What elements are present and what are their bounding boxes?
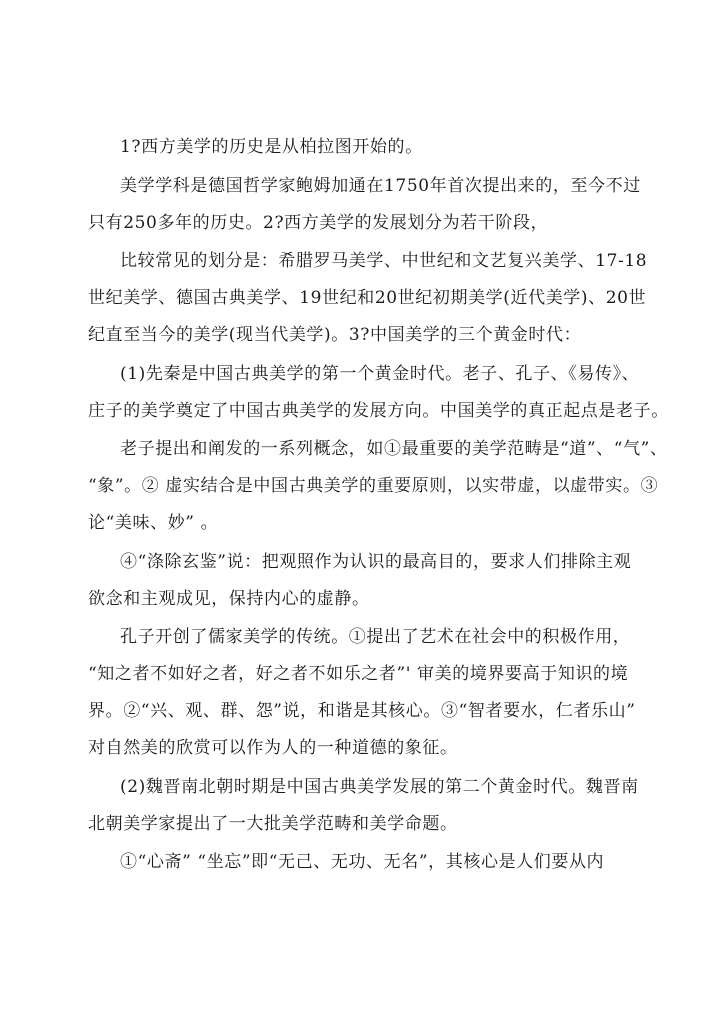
text-line: 老子提出和阐发的一系列概念，如①最重要的美学范畴是“道”、“气”、 bbox=[120, 439, 668, 459]
text-line: “知之者不如好之者，好之者不如乐之者”' 审美的境界要高于知识的境 bbox=[88, 664, 629, 684]
text-line: 世纪美学、德国古典美学、19世纪和20世纪初期美学(近代美学)、20世 bbox=[88, 288, 647, 308]
text-line: 庄子的美学奠定了中国古典美学的发展方向。中国美学的真正起点是老子。 bbox=[88, 401, 669, 421]
text-line: 北朝美学家提出了一大批美学范畴和美学命题。 bbox=[88, 814, 458, 834]
text-line: ④“涤除玄鉴”说：把观照作为认识的最高目的，要求人们排除主观 bbox=[120, 552, 632, 572]
text-line: “象”。② 虚实结合是中国古典美学的重要原则，以实带虚，以虚带实。③ bbox=[88, 476, 659, 496]
text-line: 孔子开创了儒家美学的传统。①提出了艺术在社会中的积极作用， bbox=[120, 627, 631, 647]
text-line: 对自然美的欣赏可以作为人的一种道德的象征。 bbox=[88, 738, 458, 758]
text-line: 界。②“兴、观、群、怨”说，和谐是其核心。③“智者要水，仁者乐山” bbox=[88, 701, 636, 721]
text-line: ①“心斋” “坐忘”即“无己、无功、无名”，其核心是人们要从内 bbox=[120, 852, 605, 872]
text-line: 1?西方美学的历史是从柏拉图开始的。 bbox=[120, 137, 423, 157]
text-line: 论“美味、妙” 。 bbox=[88, 513, 219, 533]
text-line: 纪直至当今的美学(现当代美学)。3?中国美学的三个黄金时代： bbox=[88, 325, 582, 345]
text-line: 比较常见的划分是：希腊罗马美学、中世纪和文艺复兴美学、17-18 bbox=[120, 251, 648, 271]
text-line: 只有250多年的历史。2?西方美学的发展划分为若干阶段， bbox=[88, 213, 549, 233]
text-line: (2)魏晋南北朝时期是中国古典美学发展的第二个黄金时代。魏晋南 bbox=[120, 777, 639, 797]
text-line: 欲念和主观成见，保持内心的虚静。 bbox=[88, 589, 370, 609]
text-line: 美学学科是德国哲学家鲍姆加通在1750年首次提出来的，至今不过 bbox=[120, 176, 641, 196]
text-line: (1)先秦是中国古典美学的第一个黄金时代。老子、孔子、《易传》、 bbox=[120, 364, 640, 384]
